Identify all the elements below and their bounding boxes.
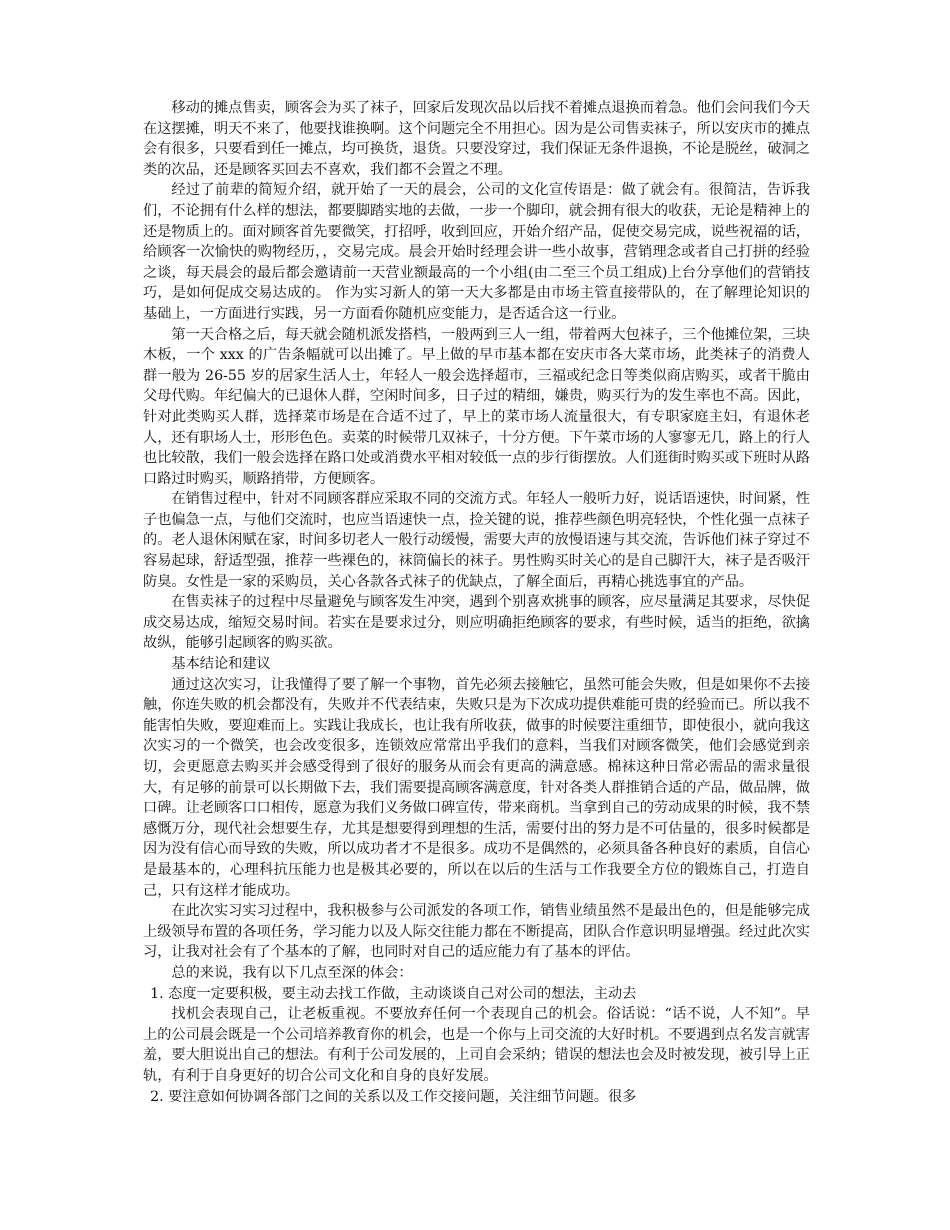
list-item-2: 2. 要注意如何协调各部门之间的关系以及工作交接问题，关注细节问题。很多 [150,1088,637,1105]
paragraph-conflict-handling: 在售卖袜子的过程中尽量避免与顾客发生冲突，遇到个别喜欢挑事的顾客，应尽量满足其要求，尽快促成交易达成，缩短交易时间。若实在是要求过分，则应明确拒绝顾客的要求，有些时候，适当的拒绝，欲擒故纵，能够引起顾客的购买欲。 [143,594,810,652]
paragraph-customer-communication: 在销售过程中，针对不同顾客群应采取不同的交流方式。年轻人一般听力好，说话语速快，时间紧，性子也偏急一点，与他们交流时，也应当语速快一点，捡关键的说，推荐些颜色明亮轻快，个性化强一点袜子的。老人退休闲赋在家，时间多切老人一般行动缓慢，需要大声的放慢语速与其交流，告诉他们袜子穿过不容易起球，舒适型强，推荐一些裸色的，袜筒偏长的袜子。男性购买时关心的是自己脚汗大，袜子是否吸汗防臭。女性是一家的采购员，关心各款各式袜子的优缺点，了解全面后，再精心挑选事宜的产品。 [143,491,810,590]
paragraph-stall-setup: 第一天合格之后，每天就会随机派发搭档，一般两到三人一组，带着两大包袜子，三个他摊位架，三块木板，一个 xxx 的广告条幅就可以出摊了。早上做的早市基本都在安庆市各大菜市场，此类袜子的消费人群一般为 26-55 岁的居家生活人士，年轻人一般会选择超市，三福或纪念日等类似商店购买，或者干脆由父母代购。年纪偏大的已退休人群，空闲时间多，日子过的精细，嫌贵，购买行为的发生率也不高。因此，针对此类购买人群，选择菜市场是在合适不过了，早上的菜市场人流量很大，有专职家庭主妇，有退休老人，还有职场人士，形形色色。卖菜的时候带几双袜子，十分方便。下午菜市场的人寥寥无几，路上的行人也比较散，我们一般会选择在路口处或消费水平相对较低一点的步行街摆放。人们逛街时购买或下班时从路口路过时购买，顺路捎带，方便顾客。 [143,326,810,487]
paragraph-return-policy: 移动的摊点售卖，顾客会为买了袜子，回家后发现次品以后找不着摊点退换而着急。他们会问我们今天在这摆摊，明天不来了，他要找谁换啊。这个问题完全不用担心。因为是公司售卖袜子，所以安庆市的摊点会有很多，只要看到任一摊点，均可换货，退货。只要没穿过，我们保证无条件退换，不论是脱丝，破洞之类的次品，还是顾客买回去不喜欢，我们都不会置之不理。 [143,100,810,178]
paragraph-internship-summary: 在此次实习实习过程中，我积极参与公司派发的各项工作，销售业绩虽然不是最出色的，但是能够完成上级领导布置的各项任务，学习能力以及人际交往能力都在不断提高，团队合作意识明显增强。经过此次实习，让我对社会有了个基本的了解，也同时对自己的适应能力有了基本的评估。 [143,903,810,961]
paragraph-morning-meeting: 经过了前辈的简短介绍，就开始了一天的晨会，公司的文化宣传语是：做了就会有。很简洁，告诉我们，不论拥有什么样的想法，都要脚踏实地的去做，一步一个脚印，就会拥有很大的收获，无论是精神上的还是物质上的。面对顾客首先要微笑，打招呼，收到回应，开始介绍产品，促使交易完成，说些祝福的话，给顾客一次愉快的购物经历，，交易完成。晨会开始时经理会讲一些小故事，营销理念或者自己打拼的经验之谈，每天晨会的最后都会邀请前一天营业额最高的一个小组(由二至三个员工组成)上台分享他们的营销技巧，是如何促成交易达成的。 作为实习新人的第一天大多都是由市场主管直接带队的，在了解理论知识的基础上，一方面进行实践，另一方面看你随机应变能力，是否适合这一行业。 [143,182,810,322]
paragraph-list-item-1-continued: 找机会表现自己，让老板重视。不要放弃任何一个表现自己的机会。俗话说：“话不说，人不知”。早上的公司晨会既是一个公司培养教育你的机会，也是一个你与上司交流的大好时机。不要遇到点名发言就害羞，要大胆说出自己的想法。有利于公司发展的，上司自会采纳；错误的想法也会及时被发现，被引导上正轨，有利于自身更好的切合公司文化和自身的良好发展。 [143,1006,810,1084]
section-heading-conclusions: 基本结论和建议 [171,656,271,673]
paragraph-reflections-intro: 总的来说，我有以下几点至深的体会： [171,964,413,981]
document-page [143,98,810,1107]
paragraph-lessons-learned: 通过这次实习，让我懂得了要了解一个事物，首先必须去接触它，虽然可能会失败，但是如果你不去接触，你连失败的机会都没有，失败并不代表结束，失败只是为下次成功提供难能可贵的经验而已。所以我不能害怕失败，要迎难而上。实践让我成长，也让我有所收获，做事的时候要注重细节，即使很小，就向我这次实习的一个微笑，也会改变很多，连锁效应常常出乎我们的意料，当我们对顾客微笑，他们会感觉到亲切，会更愿意去购买并会感受得到了很好的服务从而会有更高的满意感。棉袜这种日常必需品的需求量很大，有足够的前景可以长期做下去，我们需要提高顾客满意度，针对各类人群推销合适的产品，做品牌，做口碑。让老顾客口口相传，愿意为我们义务做口碑宣传，带来商机。当拿到自己的劳动成果的时候，我不禁感慨万分，现代社会想要生存，尤其是想要得到理想的生活，需要付出的努力是不可估量的，很多时候都是因为没有信心而导致的失败，所以成功者才不是很多。成功不是偶然的，必须具备各种良好的素质，自信心是最基本的，心理科抗压能力也是极其必要的，所以在以后的生活与工作我要全方位的锻炼自己，打造自己，只有这样才能成功。 [143,676,810,899]
list-item-1: 1. 态度一定要积极，要主动去找工作做，主动谈谈自己对公司的想法，主动去 [150,985,637,1002]
